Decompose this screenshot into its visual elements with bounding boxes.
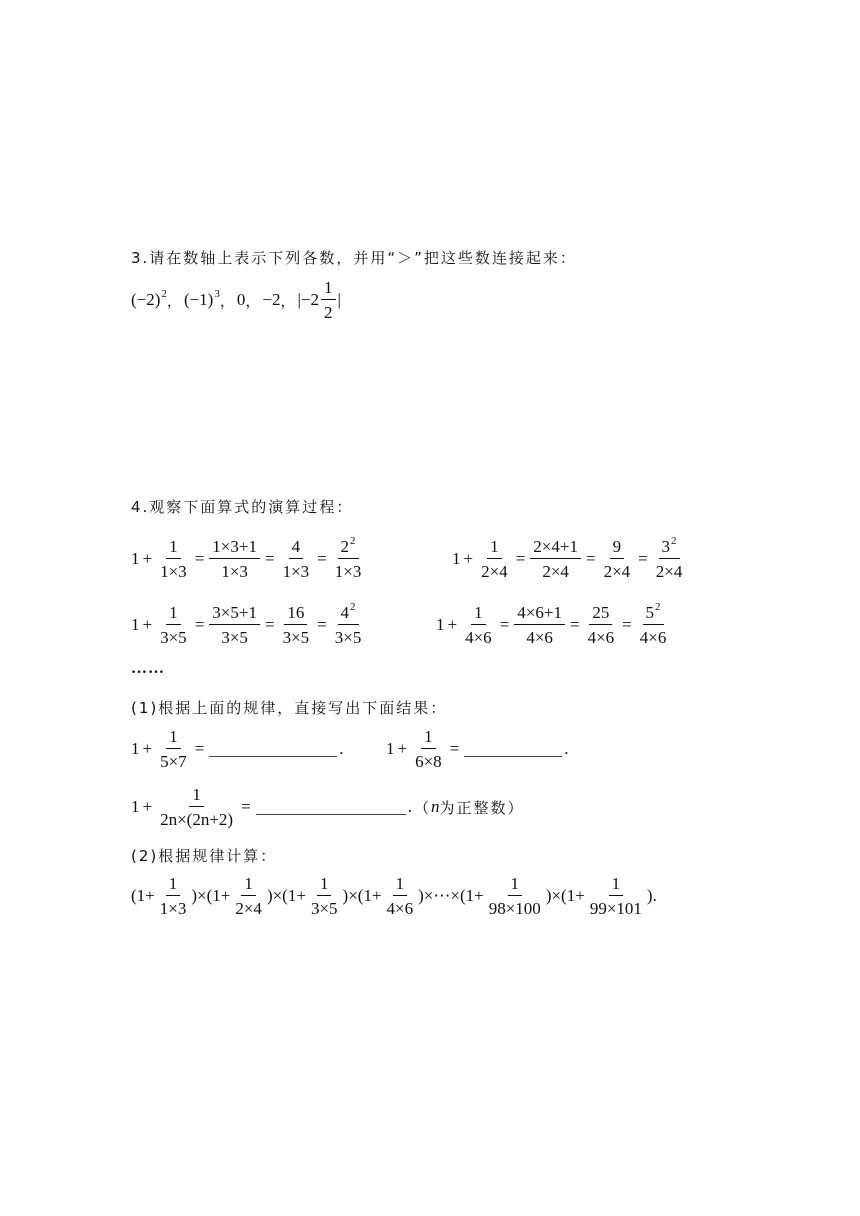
equation-3: 1 + $\frac{1}{3\times 5}$ = $\frac{3\times 5+1}{3\times 5}$ = $\frac{16}{3\times 5}$ = $\frac{4^2}{3\times 5}$ xyxy=(131,601,362,647)
q3-n1: $(-2)^2$ xyxy=(131,288,167,309)
q3-numbers xyxy=(131,277,341,323)
answer-blank[interactable] xyxy=(256,800,406,815)
q4-title: 4.观察下面算式的演算过程： xyxy=(131,498,354,516)
equation-2: 1 + $\frac{1}{2\times 4}$ = $\frac{2\times 4+1}{2\times 4}$ = $\frac{9}{2\times 4}$ = $\frac{3^2}{2\times 4}$ xyxy=(452,535,683,581)
separator: ， xyxy=(280,291,298,310)
answer-blank[interactable] xyxy=(464,742,562,757)
part2-title: (2)根据规律计算： xyxy=(131,847,278,865)
separator: ， xyxy=(245,291,263,310)
ellipsis: …… xyxy=(131,660,165,677)
q3-n3: 0 xyxy=(236,290,246,309)
separator: ， xyxy=(166,291,184,310)
part1-title: (1)根据上面的规律，直接写出下面结果： xyxy=(131,699,448,717)
part1-a: 1 + $\frac{1}{5\times 7}$ = . xyxy=(131,727,344,771)
part2-expression: (1+ $\frac{1}{1\times 3}$ )×(1+ $\frac{1}{2\times 4}$ )×(1+ $\frac{1}{3\times 5}$ )×(1+ $\frac{1}{4\times 6}$ )×⋯×(1+ $\frac{1}{98\times 100}$ )×(1+ $\frac{1}{99\times 101}$ ). xyxy=(131,874,657,918)
q3-n4: −2 xyxy=(262,290,281,309)
q3-title: 3.请在数轴上表示下列各数，并用“＞”把这些数连接起来： xyxy=(131,249,577,267)
q3-n5: |−2 $\frac{1}{2}$ | xyxy=(297,278,341,322)
q3-n2: $(-1)^3$ xyxy=(183,288,220,309)
equation-1: 1 + $\frac{1}{1\times 3}$ = $\frac{1\times 3+1}{1\times 3}$ = $\frac{4}{1\times 3}$ = $\frac{2^2}{1\times 3}$ xyxy=(131,535,362,581)
separator: ， xyxy=(219,291,237,310)
equation-4: 1 + $\frac{1}{4\times 6}$ = $\frac{4\times 6+1}{4\times 6}$ = $\frac{25}{4\times 6}$ = $\frac{5^2}{4\times 6}$ xyxy=(436,601,667,647)
part1-b: 1 + $\frac{1}{6\times 8}$ = . xyxy=(386,727,569,771)
part1-c: 1 + $\frac{1}{2n\times(2n+2)}$ = . （ n 为正整数） xyxy=(131,785,525,829)
answer-blank[interactable] xyxy=(209,742,337,757)
